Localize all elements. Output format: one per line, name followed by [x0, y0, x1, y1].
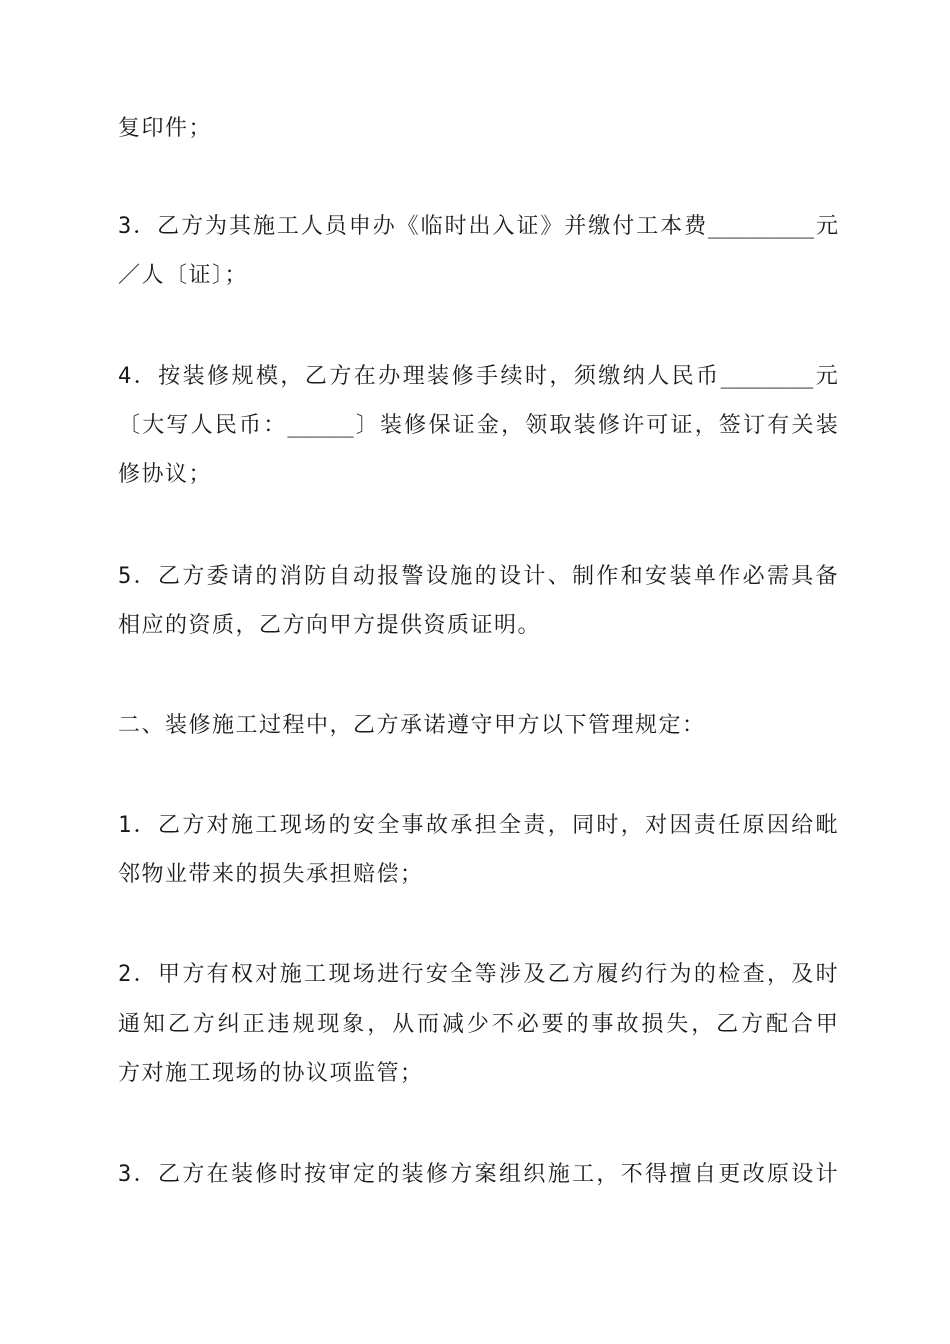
text-line: 2 ． 甲 方 有 权 对 施 工 现 场 进 行 安 全 等 涉 及 乙 方 履 约 行 为 的 检 查 ， 及 时: [118, 962, 838, 987]
text-line: 1 ． 乙 方 对 施 工 现 场 的 安 全 事 故 承 担 全 责 ， 同 时 ， 对 因 责 任 原 因 给 毗: [118, 813, 838, 838]
text-line: 3 ． 乙 方 在 装 修 时 按 审 定 的 装 修 方 案 组 织 施 工 ， 不 得 擅 自 更 改 原 设 计: [118, 1162, 838, 1187]
text-line: 〔 大 写 人 民 币 ： _____ 〕 装 修 保 证 金 ， 领 取 装 修 许 可 证 ， 签 订 有 关 装: [118, 413, 838, 438]
text-line: 通 知 乙 方 纠 正 违 规 现 象 ， 从 而 减 少 不 必 要 的 事 故 损 失 ， 乙 方 配 合 甲: [118, 1012, 838, 1037]
text-line: 复印件；: [118, 116, 213, 141]
section-heading: 二、装修施工过程中，乙方承诺遵守甲方以下管理规定：: [118, 713, 706, 738]
text-line: 方对施工现场的协议项监管；: [118, 1061, 424, 1086]
text-line: 修协议；: [118, 462, 213, 487]
text-line: ／人〔证〕；: [118, 263, 249, 288]
text-line: 4 ． 按 装 修 规 模 ， 乙 方 在 办 理 装 修 手 续 时 ， 须 缴 纳 人 民 币 _______ 元: [118, 364, 838, 389]
text-line: 5 ． 乙 方 委 请 的 消 防 自 动 报 警 设 施 的 设 计 、 制 作 和 安 装 单 作 必 需 具 备: [118, 564, 838, 589]
text-line: 邻物业带来的损失承担赔偿；: [118, 862, 424, 887]
text-line: 3 ． 乙 方 为 其 施 工 人 员 申 办 《 临 时 出 入 证 》 并 缴 付 工 本 费 ________ 元: [118, 214, 838, 239]
text-line: 相应的资质，乙方向甲方提供资质证明。: [118, 613, 542, 638]
